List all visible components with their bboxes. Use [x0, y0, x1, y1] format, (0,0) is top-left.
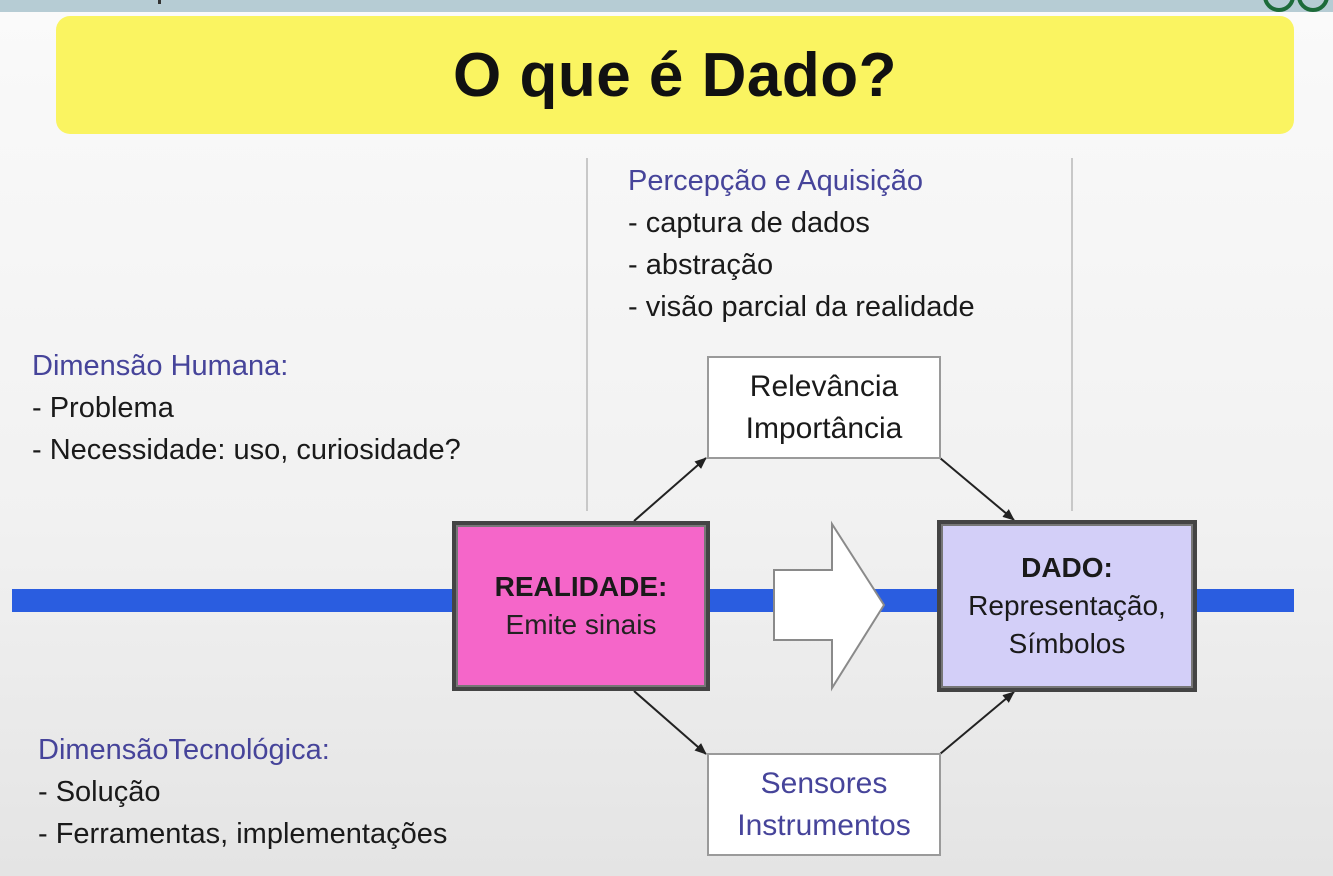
- reality-subtitle: Emite sinais: [505, 609, 657, 640]
- arrow-reality-to-sensors: [634, 691, 706, 754]
- perception-item: - abstração: [628, 249, 774, 281]
- human-dimension-item: - Necessidade: uso, curiosidade?: [32, 434, 461, 466]
- arrow-sensors-to-data: [940, 692, 1014, 754]
- data-title: DADO:: [1021, 552, 1113, 583]
- relevance-line: Relevância: [749, 369, 899, 403]
- tech-dimension-item: - Ferramentas, implementações: [38, 818, 448, 850]
- perception-item: - captura de dados: [628, 207, 870, 239]
- sensors-box: [707, 753, 941, 856]
- human-dimension-heading: Dimensão Humana:: [32, 350, 289, 382]
- reality-title: REALIDADE:: [494, 571, 668, 602]
- slide-title: O que é Dado?: [453, 40, 897, 110]
- perception-heading: Percepção e Aquisição: [628, 165, 924, 197]
- data-line-symbols: Símbolos: [1008, 628, 1126, 659]
- tech-dimension-item: - Solução: [38, 776, 161, 808]
- reality-box: [452, 521, 710, 691]
- arrow-relevance-to-data: [940, 458, 1014, 520]
- instruments-line: Instrumentos: [737, 808, 911, 842]
- tech-dimension-heading: DimensãoTecnológica:: [38, 734, 330, 766]
- data-box: [937, 520, 1197, 692]
- sensors-line: Sensores: [760, 766, 888, 800]
- perception-item: - visão parcial da realidade: [628, 291, 975, 323]
- data-line-representation: Representação,: [968, 590, 1166, 621]
- block-arrow-right-icon: [774, 524, 884, 688]
- importance-line: Importância: [745, 411, 903, 445]
- relevance-box: [707, 356, 941, 459]
- arrow-reality-to-relevance: [634, 458, 706, 521]
- human-dimension-item: - Problema: [32, 392, 174, 424]
